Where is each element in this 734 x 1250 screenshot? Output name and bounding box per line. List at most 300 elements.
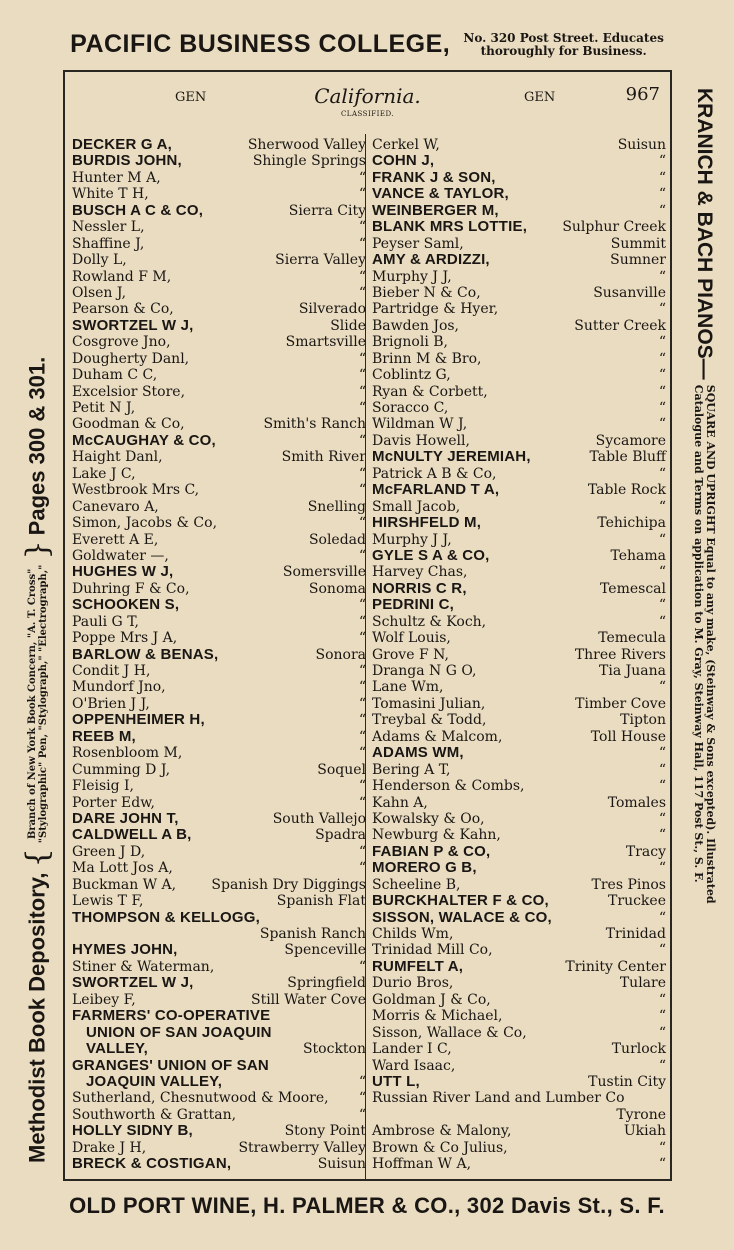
listing-place: Somersville: [282, 564, 366, 581]
listing-row: [72, 449, 366, 465]
listing-name: Drake J H,: [72, 1139, 147, 1156]
listing-row: [72, 844, 366, 860]
listing-place: Sierra City: [288, 202, 366, 219]
listing-row: [372, 663, 666, 679]
listing-row: [372, 515, 666, 531]
listing-place: “: [358, 1073, 366, 1090]
right-margin-line2: Catalogue and Terms on application to M. Gray, Steinway Hall, 117 Post St., S. F.: [692, 384, 705, 883]
listing-place: “: [658, 1024, 666, 1041]
listing-name: PEDRINI C,: [372, 596, 455, 614]
listing-row: [372, 367, 666, 383]
listing-place: “: [358, 284, 366, 301]
listing-place: “: [358, 482, 366, 499]
listing-row: [372, 252, 666, 268]
listing-place: Spanish Ranch: [259, 926, 366, 942]
listing-name: Green J D,: [72, 843, 146, 860]
listing-place: “: [358, 663, 366, 679]
listing-row: [372, 679, 666, 695]
listing-place: “: [358, 794, 366, 811]
listing-row: [72, 1090, 366, 1106]
listing-place: “: [358, 186, 366, 203]
right-margin-detail: [692, 385, 716, 904]
listing-name: Cumming D J,: [72, 761, 171, 778]
listing-name: Rosenbloom M,: [72, 745, 183, 762]
listing-row: [372, 762, 666, 778]
listing-place: “: [358, 400, 366, 416]
listing-row: [72, 1041, 366, 1057]
listing-name: Ambrose & Malony,: [372, 1123, 512, 1140]
listing-place: Soquel: [317, 761, 366, 778]
listing-name: WEINBERGER M,: [372, 201, 499, 219]
listing-name: Wildman W J,: [372, 416, 468, 433]
listing-name: White T H,: [72, 186, 149, 203]
listing-row: [372, 203, 666, 219]
listing-name: Kahn A,: [372, 794, 428, 811]
listing-name: Goldwater —,: [72, 547, 169, 564]
right-column: [372, 137, 666, 1173]
listing-place: “: [358, 350, 366, 367]
listing-place: “: [658, 268, 666, 285]
listing-name: NORRIS C R,: [372, 579, 467, 597]
listing-row: [72, 992, 366, 1008]
listing-name: Russian River Land and Lumber Co: [372, 1090, 625, 1107]
listing-name: COHN J,: [372, 152, 435, 170]
listing-place: “: [658, 169, 666, 186]
listing-place: Stockton: [302, 1041, 366, 1058]
listing-row: [372, 581, 666, 597]
listing-row: [372, 1008, 666, 1024]
listing-place: “: [358, 268, 366, 285]
listing-place: “: [658, 465, 666, 482]
right-margin-title: KRANICH & BACH PIANOS—: [693, 88, 716, 380]
listing-place: Sierra Valley: [275, 252, 366, 269]
listing-row: [72, 170, 366, 186]
listing-place: “: [358, 695, 366, 712]
listing-place: Spenceville: [284, 942, 366, 959]
listing-name: Simon, Jacobs & Co,: [72, 515, 218, 532]
listing-place: “: [658, 909, 666, 926]
listing-place: Stony Point: [284, 1123, 366, 1140]
listing-place: “: [658, 186, 666, 203]
listing-row: [372, 433, 666, 449]
listing-place: Shingle Springs: [252, 153, 366, 170]
listing-place: Sonoma: [308, 580, 366, 597]
listing-name: Everett A E,: [72, 531, 159, 548]
listing-row: [372, 449, 666, 465]
listing-name: Pauli G T,: [72, 613, 139, 630]
listing-place: “: [658, 400, 666, 416]
listing-name: Sutherland, Chesnutwood & Moore,: [72, 1090, 329, 1107]
listing-row: [372, 778, 666, 794]
listing-row: [72, 400, 366, 416]
listing-name: Dougherty Danl,: [72, 350, 190, 367]
listing-place: Snelling: [307, 498, 366, 515]
listing-row: [372, 236, 666, 252]
listing-place: “: [658, 1057, 666, 1074]
listing-place: “: [658, 531, 666, 548]
listing-row: [72, 564, 366, 580]
listing-name: Lander I C,: [372, 1041, 452, 1058]
listing-name: Partridge & Hyer,: [372, 301, 499, 318]
listing-name: Morris & Michael,: [372, 1008, 503, 1025]
listing-row: [72, 1140, 366, 1156]
listing-place: “: [358, 728, 366, 745]
listing-row: [72, 351, 366, 367]
listing-place: Summit: [610, 235, 666, 252]
listing-name: SWORTZEL W J,: [72, 316, 194, 334]
listing-row: [72, 416, 366, 432]
listing-place: Still Water Cove: [250, 991, 366, 1008]
listing-name: Leibey F,: [72, 991, 136, 1008]
header-classified: CLASSIFIED.: [340, 110, 395, 118]
listing-place: Tipton: [620, 712, 666, 729]
listing-name: McFARLAND T A,: [372, 481, 500, 499]
listing-place: Tehichipa: [597, 515, 666, 532]
listing-row: [372, 893, 666, 909]
listing-place: Spanish Dry Diggings: [211, 876, 366, 893]
listing-place: Suisun: [617, 137, 666, 153]
listing-row: [72, 153, 366, 169]
listing-row: [72, 893, 366, 909]
listing-name: REEB M,: [72, 727, 136, 745]
listing-row: [372, 186, 666, 202]
listing-name: Duhring F & Co,: [72, 580, 190, 597]
listing-name: DECKER G A,: [72, 136, 172, 153]
listing-row: [372, 795, 666, 811]
listing-row: [372, 301, 666, 317]
listing-row: [372, 351, 666, 367]
listing-name: Newburg & Kahn,: [372, 827, 501, 844]
listing-name: Lane Wm,: [372, 679, 444, 696]
listing-row: [72, 1156, 366, 1172]
listing-name: Dranga N G O,: [372, 663, 477, 679]
listing-place: “: [658, 597, 666, 614]
listing-place: “: [658, 367, 666, 384]
listing-row: [72, 285, 366, 301]
listing-place: Tyrone: [616, 1106, 666, 1123]
listing-row: [72, 630, 366, 646]
listing-place: Temecula: [598, 630, 666, 647]
listing-name: Bering A T,: [372, 761, 451, 778]
listing-name: Cerkel W,: [372, 137, 440, 153]
listing-place: “: [658, 1139, 666, 1156]
listing-name: BURCKHALTER F & CO,: [372, 892, 549, 910]
listing-row: [72, 367, 366, 383]
listing-name: Schultz & Koch,: [372, 613, 487, 630]
listing-row: [372, 926, 666, 942]
listing-row: [372, 384, 666, 400]
listing-row: [72, 663, 366, 679]
listing-name: Bieber N & Co,: [372, 284, 481, 301]
listing-name: JOAQUIN VALLEY,: [86, 1072, 223, 1090]
listing-name: BURDIS JOHN,: [72, 152, 182, 170]
listing-row: [372, 334, 666, 350]
listing-place: Sherwood Valley: [247, 137, 366, 153]
listing-name: Murphy J J,: [372, 531, 452, 548]
listing-row: [372, 400, 666, 416]
listing-name: Brignoli B,: [372, 334, 449, 351]
listing-row: [72, 236, 366, 252]
listing-row: [72, 137, 366, 153]
listing-place: Smith River: [281, 449, 366, 466]
listing-name: VALLEY,: [86, 1040, 148, 1058]
listing-place: Table Bluff: [589, 449, 666, 466]
header-gen-left: GEN: [175, 90, 207, 105]
listing-row: [372, 482, 666, 498]
listing-place: “: [358, 383, 366, 400]
listing-name: SISSON, WALACE & CO,: [372, 908, 552, 926]
listing-place: “: [658, 778, 666, 795]
listing-row: [72, 581, 366, 597]
listing-place: Three Rivers: [574, 646, 666, 663]
listing-row: [372, 153, 666, 169]
listing-row: [72, 795, 366, 811]
listing-place: “: [358, 745, 366, 762]
listing-name: Kowalsky & Oo,: [372, 810, 485, 827]
listing-row: [72, 827, 366, 843]
listing-row: [72, 696, 366, 712]
listing-name: FABIAN P & CO,: [372, 842, 491, 860]
listing-row: [372, 1123, 666, 1139]
listing-name: Trinidad Mill Co,: [372, 942, 493, 959]
listing-name: GRANGES' UNION OF SAN: [72, 1056, 269, 1074]
listing-name: OPPENHEIMER H,: [72, 711, 205, 729]
listing-place: “: [658, 334, 666, 351]
listing-row: [72, 712, 366, 728]
directory-page-frame: [63, 70, 672, 1181]
header-state: California.: [314, 84, 421, 108]
listing-row: [372, 745, 666, 761]
listing-name: Goodman & Co,: [72, 416, 185, 433]
listing-row: [372, 647, 666, 663]
listing-place: “: [658, 827, 666, 844]
listing-name: Cosgrove Jno,: [72, 334, 171, 351]
listing-row: [372, 1156, 666, 1172]
listing-place: Timber Cove: [575, 695, 666, 712]
listing-row: [372, 910, 666, 926]
listing-row: [372, 269, 666, 285]
listing-name: UNION OF SAN JOAQUIN: [86, 1023, 272, 1041]
listing-name: FRANK J & SON,: [372, 168, 496, 186]
listing-place: Table Rock: [587, 482, 666, 499]
listing-place: “: [358, 547, 366, 564]
listing-place: Tulare: [619, 975, 666, 992]
listing-name: Shaffine J,: [72, 235, 145, 252]
listing-place: “: [658, 942, 666, 959]
listing-place: “: [658, 679, 666, 696]
listing-place: “: [658, 613, 666, 630]
listing-place: Tia Juana: [599, 663, 666, 679]
listing-place: “: [358, 1106, 366, 1123]
listing-place: Truckee: [608, 893, 666, 910]
left-margin-title: Methodist Book Depository,: [24, 872, 50, 1163]
listing-name: AMY & ARDIZZI,: [372, 251, 490, 269]
listing-name: Ward Isaac,: [372, 1057, 456, 1074]
listing-row: [372, 285, 666, 301]
listing-name: SWORTZEL W J,: [72, 974, 194, 992]
listing-row: [72, 334, 366, 350]
listing-row: [72, 926, 366, 942]
listing-row: [72, 860, 366, 876]
listing-name: Pearson & Co,: [72, 301, 174, 318]
listing-row: [72, 614, 366, 630]
listing-row: [72, 318, 366, 334]
listing-row: [372, 1090, 666, 1106]
listing-name: Harvey Chas,: [372, 564, 468, 581]
listing-row: [372, 318, 666, 334]
listing-name: Scheeline B,: [372, 876, 461, 893]
listing-name: Goldman J & Co,: [372, 991, 491, 1008]
listing-row: [372, 1041, 666, 1057]
listing-row: [372, 827, 666, 843]
listing-row: [372, 137, 666, 153]
listing-place: “: [658, 564, 666, 581]
listing-name: Small Jacob,: [372, 498, 461, 515]
listing-name: Condit J H,: [72, 663, 151, 679]
right-margin-line1: SQUARE AND UPRIGHT Equal to any make, (Steinway & Sons excepted). Illustrated: [704, 384, 717, 904]
listing-name: Peyser Saml,: [372, 235, 464, 252]
listing-name: Davis Howell,: [372, 432, 470, 449]
listing-row: [372, 499, 666, 515]
listing-row: [72, 482, 366, 498]
listing-place: Strawberry Valley: [238, 1139, 366, 1156]
listing-place: Sutter Creek: [574, 317, 666, 334]
listing-name: HUGHES W J,: [72, 563, 174, 581]
left-margin-detail: [27, 565, 49, 844]
listing-place: Tracy: [625, 843, 666, 860]
listing-name: Tomasini Julian,: [372, 695, 486, 712]
listing-row: [72, 1107, 366, 1123]
listing-name: O'Brien J J,: [72, 695, 150, 712]
listing-place: “: [358, 465, 366, 482]
listing-place: Toll House: [590, 728, 666, 745]
bottom-banner: OLD PORT WINE, H. PALMER & CO., 302 Davis St., S. F.: [69, 1193, 665, 1218]
listing-place: “: [358, 613, 366, 630]
listing-row: [372, 729, 666, 745]
listing-name: Brown & Co Julius,: [372, 1139, 508, 1156]
listing-name: Murphy J J,: [372, 268, 452, 285]
listing-row: [72, 647, 366, 663]
listing-row: [72, 679, 366, 695]
left-margin-line1: Branch of New York Book Concern, "A. T. Cross": [26, 568, 38, 840]
listing-name: RUMFELT A,: [372, 957, 464, 975]
listing-row: [372, 811, 666, 827]
listing-place: Smith's Ranch: [263, 416, 366, 433]
listing-row: [72, 515, 366, 531]
listing-place: Ukiah: [623, 1123, 666, 1140]
listing-place: “: [358, 958, 366, 975]
listing-name: BUSCH A C & CO,: [72, 201, 204, 219]
listing-place: Temescal: [600, 580, 666, 597]
listing-row: [72, 269, 366, 285]
listing-place: “: [358, 169, 366, 186]
listing-row: [72, 1123, 366, 1139]
listing-name: Bawden Jos,: [372, 317, 460, 334]
listing-place: “: [658, 860, 666, 877]
listing-name: HYMES JOHN,: [72, 941, 178, 959]
listing-place: “: [658, 991, 666, 1008]
listing-row: [72, 301, 366, 317]
listing-place: “: [358, 219, 366, 236]
listing-row: [372, 1140, 666, 1156]
page-number: 967: [625, 84, 660, 105]
listing-place: “: [658, 383, 666, 400]
listing-name: Hoffman W A,: [372, 1156, 472, 1173]
listing-name: Duham C C,: [72, 367, 158, 384]
listing-name: VANCE & TAYLOR,: [372, 185, 509, 203]
listing-name: Wolf Louis,: [372, 630, 451, 647]
listing-row: [72, 466, 366, 482]
listing-place: Spanish Flat: [276, 893, 366, 910]
listing-row: [372, 1025, 666, 1041]
listing-name: THOMPSON & KELLOGG,: [72, 908, 260, 926]
listing-place: Soledad: [308, 531, 366, 548]
listing-place: “: [358, 367, 366, 384]
listing-name: ADAMS WM,: [372, 744, 464, 762]
listing-name: Excelsior Store,: [72, 383, 186, 400]
listing-place: Tres Pinos: [591, 876, 666, 893]
listing-row: [72, 745, 366, 761]
listing-name: McCAUGHAY & CO,: [72, 431, 216, 449]
listing-name: Fleisig I,: [72, 778, 135, 795]
listing-row: [372, 597, 666, 613]
listing-name: Porter Edw,: [72, 794, 155, 811]
page-header: [65, 72, 670, 124]
listing-name: BRECK & COSTIGAN,: [72, 1155, 232, 1173]
listing-place: “: [358, 860, 366, 877]
listing-place: Suisun: [317, 1156, 366, 1173]
listing-row: [372, 942, 666, 958]
listing-place: Trinity Center: [565, 958, 666, 975]
listing-name: Canevaro A,: [72, 498, 159, 515]
listing-row: [372, 170, 666, 186]
listing-name: Southworth & Grattan,: [72, 1106, 237, 1123]
listing-row: [372, 466, 666, 482]
listing-place: Silverado: [298, 301, 366, 318]
listing-place: Sonora: [315, 646, 366, 663]
listing-name: Childs Wm,: [372, 926, 454, 942]
header-gen-right: GEN: [524, 90, 556, 105]
listing-place: Turlock: [611, 1041, 666, 1058]
listing-place: Springfield: [287, 975, 366, 992]
listing-row: [72, 252, 366, 268]
listing-name: Treybal & Todd,: [372, 712, 487, 729]
listing-place: “: [358, 597, 366, 614]
listing-row: [72, 433, 366, 449]
listing-place: Slide: [330, 317, 366, 334]
top-banner: [0, 30, 734, 70]
listing-place: Susanville: [593, 284, 666, 301]
listing-name: SCHOOKEN S,: [72, 596, 180, 614]
right-margin-advert: [692, 88, 716, 1158]
listing-place: Tehama: [610, 547, 666, 564]
listing-row: [72, 942, 366, 958]
listing-row: [72, 910, 366, 926]
listing-name: Ma Lott Jos A,: [72, 860, 173, 877]
listing-name: GYLE S A & CO,: [372, 546, 490, 564]
listing-name: Sisson, Wallace & Co,: [372, 1024, 527, 1041]
listing-name: Soracco C,: [372, 400, 449, 416]
left-margin-pages: Pages 300 & 301.: [24, 356, 50, 536]
listing-name: BLANK MRS LOTTIE,: [372, 218, 528, 236]
listing-name: Nessler L,: [72, 219, 145, 236]
listing-place: South Vallejo: [272, 810, 366, 827]
listing-row: [372, 1058, 666, 1074]
left-margin-advert: Methodist Book Depository, { Branch of New York Book Concern, "A. T. Cross" "Stylographic" Pen, "Stylograph," "Electrograph," } Pages 300 & 301.: [20, 356, 55, 1163]
listing-name: MORERO G B,: [372, 859, 477, 877]
listing-name: Mundorf Jno,: [72, 679, 166, 696]
listing-place: “: [658, 350, 666, 367]
